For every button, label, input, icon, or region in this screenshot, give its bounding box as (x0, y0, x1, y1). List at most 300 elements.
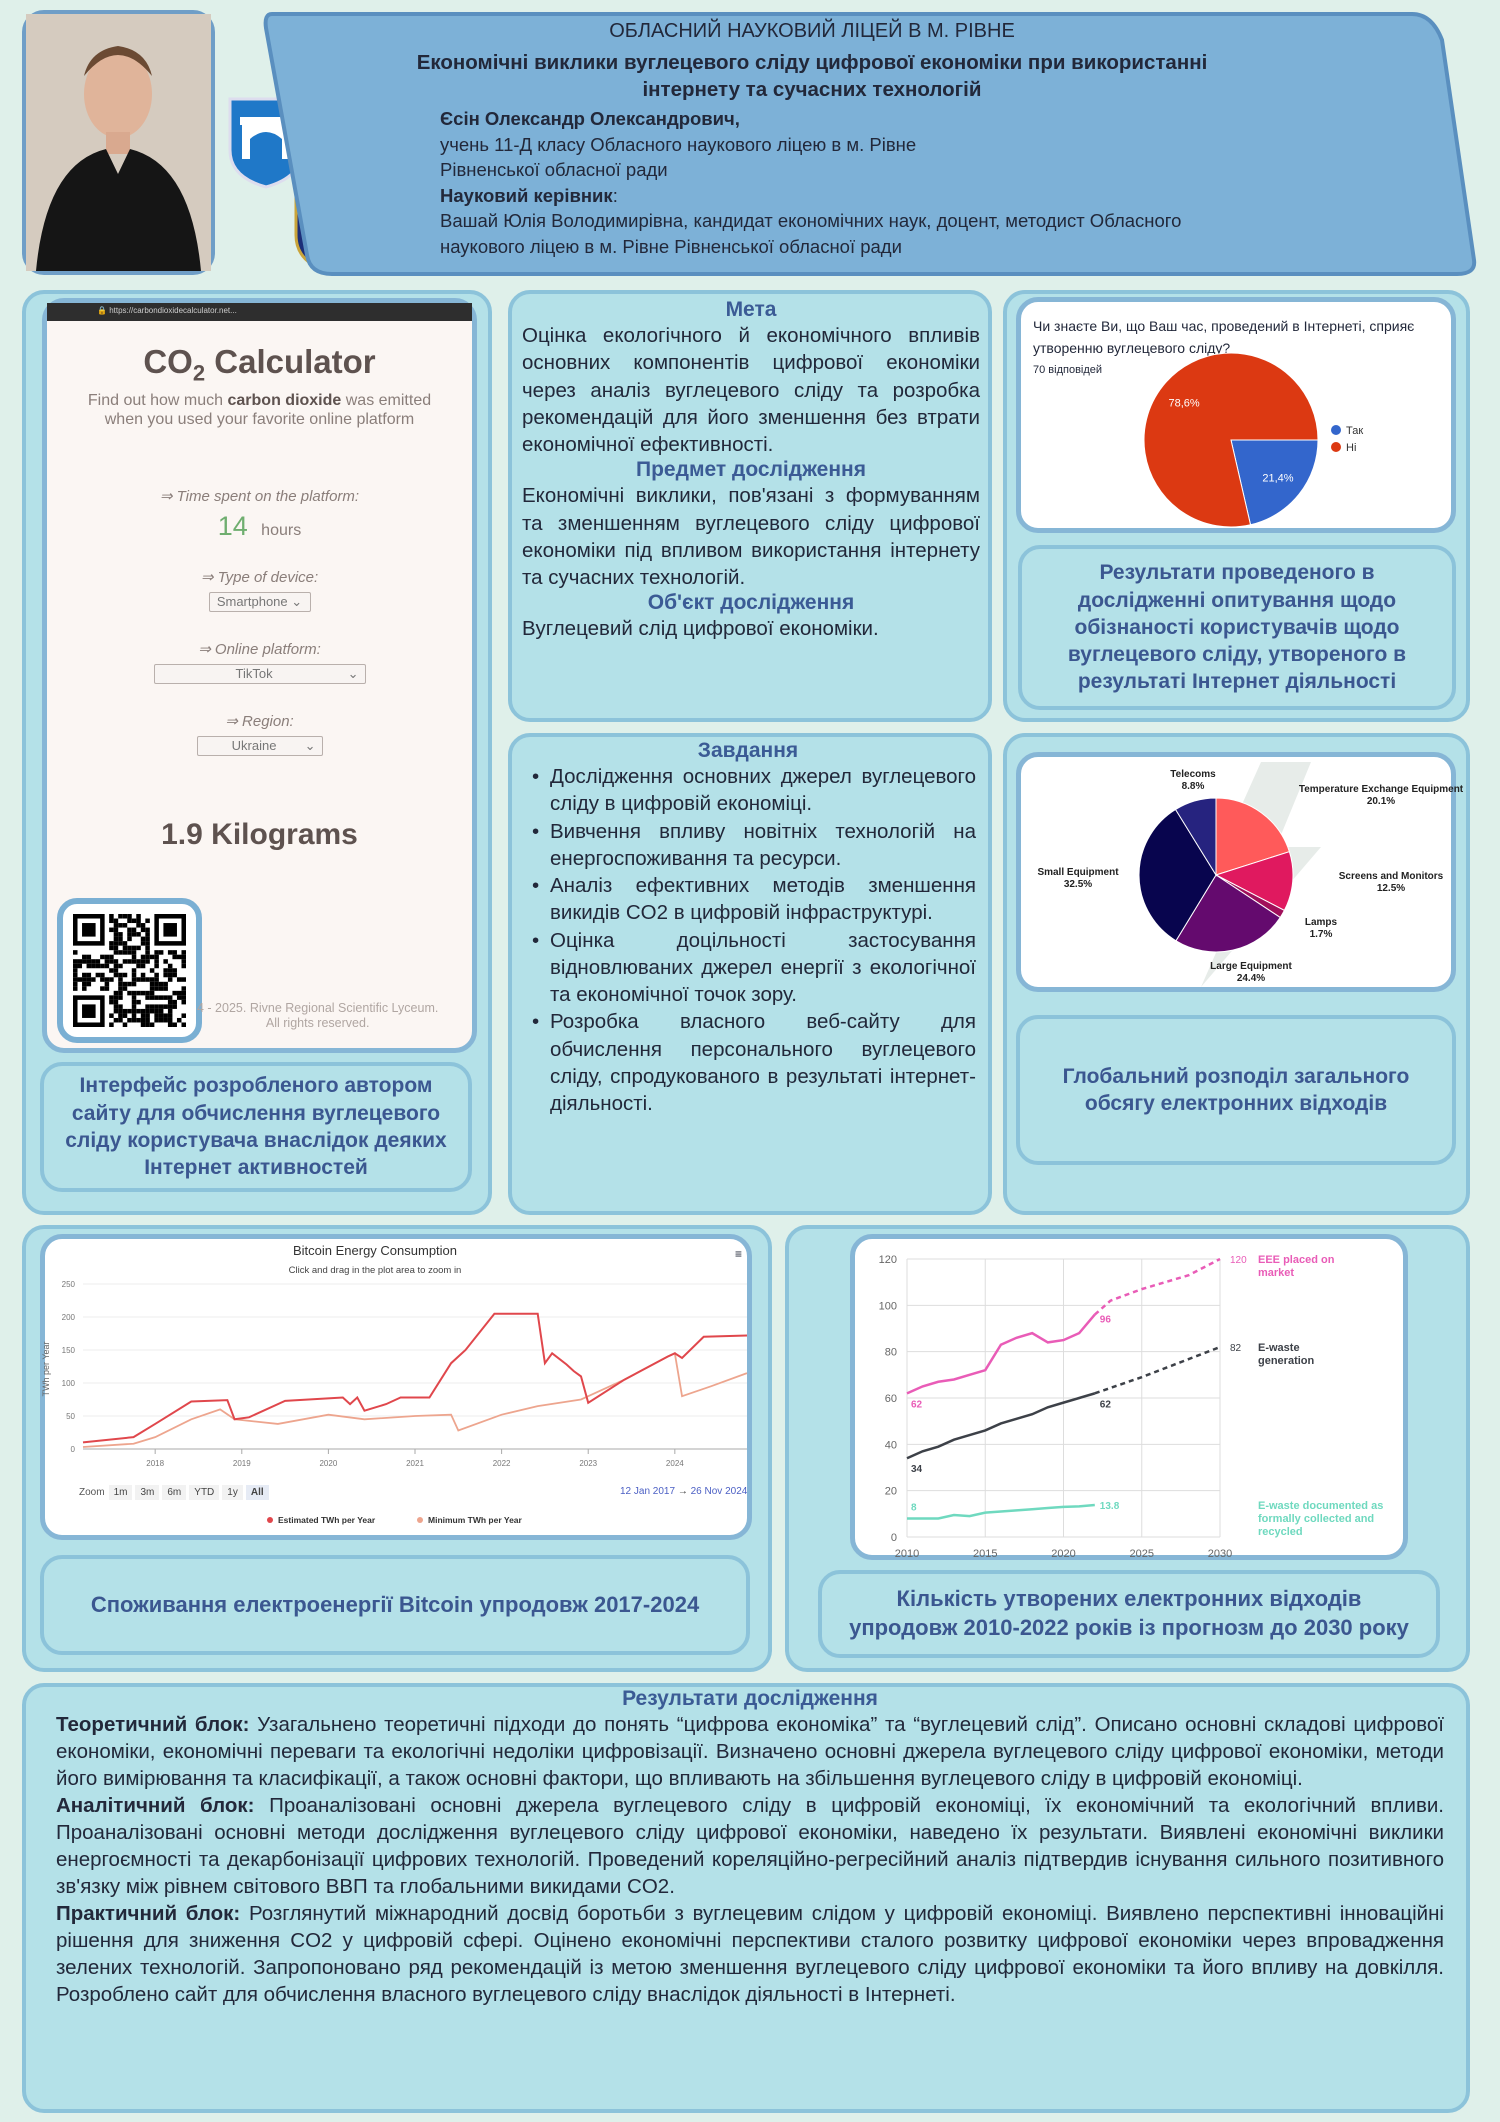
qr-module (118, 1009, 123, 1014)
task-item: • Розробка власного веб-сайту для обчислення персонального вуглецевого сліду, спродукованого в результаті інтернет-діяльності. (520, 1008, 976, 1117)
qr-module (172, 968, 177, 973)
series-projection (1095, 1347, 1220, 1393)
qr-module (141, 1022, 146, 1027)
poster-title (262, 50, 1362, 103)
qr-module (181, 950, 186, 955)
qr-finder (82, 923, 96, 937)
qr-module (181, 995, 186, 1000)
qr-module (132, 955, 137, 960)
qr-module (145, 1018, 150, 1023)
calculator-screenshot (42, 298, 477, 1053)
device-select[interactable] (209, 592, 311, 612)
qr-module (87, 955, 92, 960)
qr-module (181, 991, 186, 996)
browser-url[interactable]: https://carbondioxidecalculator.net... (109, 306, 237, 315)
survey-responses: 70 відповідей (1033, 364, 1103, 376)
qr-module (145, 937, 150, 942)
goal-heading: Мета (725, 298, 777, 321)
qr-module (136, 977, 141, 982)
qr-module (150, 991, 155, 996)
supervisor-info: Вашай Юлія Володимирівна, кандидат економічних наук, доцент, методист Обласного (440, 210, 1182, 232)
qr-module (105, 977, 110, 982)
qr-module (159, 986, 164, 991)
task-item: • Вивчення впливу новітніх технологій на енергоспоживання та ресурси. (520, 818, 976, 873)
qr-module (114, 923, 119, 928)
qr-module (87, 977, 92, 982)
qr-module (132, 928, 137, 933)
block-label: Аналітичний блок: (56, 1794, 255, 1818)
qr-module (159, 1004, 164, 1009)
block-label: Теоретичний блок: (56, 1713, 250, 1736)
text: carbon dioxide (227, 391, 342, 409)
qr-module (181, 1013, 186, 1018)
qr-module (118, 1018, 123, 1023)
y-tick-label: 60 (884, 1393, 897, 1405)
slice-label: 21,4% (1262, 472, 1294, 485)
qr-module (73, 968, 78, 973)
x-tick-label: 2020 (1051, 1548, 1076, 1560)
qr-module (100, 986, 105, 991)
object-heading: Об'єкт дослідження (647, 591, 855, 615)
qr-module (118, 1013, 123, 1018)
qr-module (73, 986, 78, 991)
qr-module (154, 950, 159, 955)
qr-module (132, 991, 137, 996)
qr-module (109, 928, 114, 933)
qr-module (163, 1018, 168, 1023)
y-tick-label: 40 (884, 1439, 897, 1452)
qr-module (114, 946, 119, 951)
qr-module (136, 932, 141, 937)
footer-copyright: 4 - 2025. Rivne Regional Scientific Lyceum. (197, 1001, 439, 1015)
chart-subtitle: Click and drag in the plot area to zoom in (288, 1265, 462, 1276)
range-from-input[interactable]: 12 Jan 2017 (620, 1486, 676, 1497)
qr-module (82, 959, 87, 964)
qr-module (145, 946, 150, 951)
title-sub: 2 (192, 360, 206, 386)
select-value: Ukraine (231, 737, 277, 753)
qr-module (114, 991, 119, 996)
time-value-input[interactable]: 14 (217, 510, 248, 541)
qr-module (132, 1009, 137, 1014)
calculator-caption: Інтерфейс розробленого автором сайту для обчислення вуглецевого сліду користувача внаслідок деяких Інтернет активностей (40, 1062, 472, 1192)
series-line (907, 1315, 1095, 1394)
qr-module (163, 1004, 168, 1009)
qr-module (154, 995, 159, 1000)
y-tick-label: 20 (884, 1485, 897, 1498)
bitcoin-caption: Споживання електроенергії Bitcoin упродовж 2017-2024 (40, 1555, 750, 1655)
qr-module (123, 1009, 128, 1014)
qr-module (132, 959, 137, 964)
qr-module (145, 950, 150, 955)
qr-module (141, 991, 146, 996)
qr-module (118, 937, 123, 942)
qr-module (136, 991, 141, 996)
goal-text: Оцінка екологічного й економічного впливів основних компонентів цифрової економіки через аналіз вуглецевого сліду та розробка рекомендацій для його зменшення без втрати економічної ефективності. (522, 324, 980, 456)
zoom-button-1y[interactable]: 1y (222, 1485, 243, 1500)
series-name-label: recycled (1258, 1525, 1303, 1538)
qr-module (132, 932, 137, 937)
qr-module (109, 946, 114, 951)
qr-module (150, 995, 155, 1000)
qr-module (141, 973, 146, 978)
goal-panel (508, 290, 992, 722)
x-tick-label: 2025 (1129, 1548, 1154, 1560)
calculator-result: 1.9 Kilograms (161, 817, 358, 851)
footer-rights: All rights reserved. (265, 1016, 370, 1030)
qr-module (141, 977, 146, 982)
qr-module (136, 1009, 141, 1014)
qr-module (150, 968, 155, 973)
qr-module (82, 982, 87, 987)
task-item: • Оцінка доцільності застосування відновлюваних джерел енергії з екологічної та економічної точок зору. (520, 927, 976, 1009)
tasks-list (520, 763, 976, 1117)
series-line (907, 1505, 1095, 1518)
qr-module (114, 995, 119, 1000)
title-line: інтернету та сучасних технологій (642, 77, 982, 101)
projection-value-label: 120 (1230, 1255, 1247, 1266)
qr-module (100, 973, 105, 978)
slice-name: Lamps (1304, 917, 1338, 928)
qr-module (114, 950, 119, 955)
qr-module (132, 1013, 137, 1018)
qr-module (141, 959, 146, 964)
qr-module (177, 955, 182, 960)
end-value-label: 62 (1099, 1399, 1111, 1411)
qr-module (159, 1013, 164, 1018)
legend-marker (417, 1517, 423, 1523)
text: Find out how much (87, 391, 228, 409)
qr-module (132, 968, 137, 973)
range-to-input[interactable]: 26 Nov 2024 (690, 1486, 748, 1497)
ewaste-line-chart (850, 1234, 1408, 1560)
qr-module (136, 919, 141, 924)
qr-module (145, 932, 150, 937)
slice-value: 24.4% (1236, 973, 1266, 984)
qr-module (109, 1013, 114, 1018)
qr-module (168, 964, 173, 969)
qr-module (127, 919, 132, 924)
block-label: Практичний блок: (56, 1902, 241, 1926)
qr-module (145, 1004, 150, 1009)
qr-module (141, 1013, 146, 1018)
qr-module (154, 1013, 159, 1018)
qr-module (73, 973, 78, 978)
qr-module (127, 932, 132, 937)
qr-module (100, 964, 105, 969)
qr-module (163, 973, 168, 978)
qr-module (145, 977, 150, 982)
qr-module (105, 986, 110, 991)
qr-module (109, 995, 114, 1000)
qr-module (150, 1022, 155, 1027)
qr-module (141, 955, 146, 960)
x-tick-label: 2024 (665, 1459, 684, 1468)
bitcoin-chart (40, 1234, 752, 1540)
qr-module (141, 937, 146, 942)
qr-module (109, 1022, 114, 1027)
qr-module (105, 959, 110, 964)
arrow-right-icon: → (677, 1486, 688, 1497)
qr-module (150, 986, 155, 991)
x-tick-label: 2023 (579, 1459, 598, 1468)
qr-module (163, 995, 168, 1000)
qr-module (73, 982, 78, 987)
qr-module (132, 977, 137, 982)
zoom-button-3m[interactable]: 3m (135, 1485, 159, 1500)
x-tick-label: 2019 (232, 1459, 251, 1468)
y-tick-label: 100 (61, 1379, 75, 1388)
qr-module (168, 973, 173, 978)
qr-module (82, 986, 87, 991)
x-tick-label: 2022 (492, 1459, 511, 1468)
qr-module (154, 977, 159, 982)
qr-module (123, 973, 128, 978)
qr-module (109, 914, 114, 919)
zoom-button-1m[interactable]: 1m (109, 1485, 133, 1500)
zoom-label: Zoom (79, 1487, 105, 1498)
qr-module (150, 977, 155, 982)
slice-value: 1.7% (1309, 929, 1333, 940)
qr-module (145, 919, 150, 924)
qr-module (159, 982, 164, 987)
start-value-label: 62 (911, 1399, 923, 1411)
qr-module (145, 928, 150, 933)
region-label: ⇒ Region: (225, 712, 294, 730)
zoom-button-ytd[interactable]: YTD (189, 1485, 219, 1500)
y-tick-label: 100 (878, 1300, 897, 1313)
legend-label: Ні (1346, 442, 1357, 454)
qr-module (73, 977, 78, 982)
qr-module (105, 982, 110, 987)
lock-icon: 🔒 (97, 306, 110, 315)
qr-module (181, 977, 186, 982)
qr-module (168, 1022, 173, 1027)
x-tick-label: 2021 (406, 1459, 424, 1468)
survey-question: Чи знаєте Ви, що Ваш час, проведений в Інтернеті, сприяє утворенню вуглецевого сліду? (1033, 318, 1415, 356)
author-photo (22, 10, 215, 275)
qr-module (91, 964, 96, 969)
qr-module (181, 964, 186, 969)
qr-module (114, 937, 119, 942)
browser-bar (47, 303, 472, 321)
qr-module (109, 941, 114, 946)
qr-module (145, 995, 150, 1000)
x-tick-label: 2010 (894, 1548, 920, 1560)
qr-module (141, 1009, 146, 1014)
author-info: учень 11-Д класу Обласного наукового ліцею в м. Рівне (440, 133, 917, 155)
y-tick-label: 200 (61, 1313, 75, 1322)
chevron-down-icon: ⌄ (291, 593, 303, 609)
calculator-subtitle (47, 391, 472, 429)
qr-module (141, 923, 146, 928)
zoom-button-all[interactable]: All (246, 1485, 269, 1500)
qr-module (96, 959, 101, 964)
chart-menu-icon[interactable]: ≡ (735, 1247, 743, 1261)
qr-module (127, 946, 132, 951)
qr-module (163, 1013, 168, 1018)
zoom-button-6m[interactable]: 6m (162, 1485, 186, 1500)
qr-module (114, 1009, 119, 1014)
legend-label: Minimum TWh per Year (428, 1515, 522, 1525)
y-tick-label: 150 (61, 1346, 75, 1355)
qr-module (168, 1018, 173, 1023)
y-tick-label: 250 (61, 1280, 75, 1289)
slice-name: Large Equipment (1210, 961, 1292, 972)
chevron-down-icon: ⌄ (347, 665, 359, 681)
legend-marker (1331, 425, 1341, 435)
time-unit: hours (261, 521, 302, 539)
qr-module (132, 950, 137, 955)
title-part: CO (143, 343, 193, 380)
qr-module (181, 1022, 186, 1027)
qr-module (109, 959, 114, 964)
qr-module (118, 950, 123, 955)
qr-module (181, 959, 186, 964)
qr-module (123, 959, 128, 964)
projection-value-label: 82 (1230, 1343, 1242, 1355)
task-item: • Дослідження основних джерел вуглецевого сліду в цифровій економіці. (520, 763, 976, 818)
qr-module (105, 964, 110, 969)
qr-module (127, 914, 132, 919)
qr-module (177, 1018, 182, 1023)
qr-module (118, 995, 123, 1000)
qr-module (123, 982, 128, 987)
qr-module (87, 959, 92, 964)
qr-module (145, 1022, 150, 1027)
x-tick-label: 2015 (973, 1548, 998, 1560)
qr-module (154, 955, 159, 960)
select-value: TikTok (235, 665, 273, 681)
qr-module (91, 959, 96, 964)
qr-module (172, 1022, 177, 1027)
qr-module (132, 982, 137, 987)
platform-select[interactable] (154, 664, 366, 684)
qr-module (181, 1000, 186, 1005)
qr-module (127, 959, 132, 964)
qr-module (150, 1009, 155, 1014)
qr-module (100, 977, 105, 982)
qr-module (109, 977, 114, 982)
series-name-label: generation (1258, 1355, 1315, 1368)
qr-module (114, 919, 119, 924)
qr-module (82, 955, 87, 960)
qr-module (172, 950, 177, 955)
results-analytic (56, 1792, 1444, 1900)
block-text: Узагальнено теоретичні підходи до понять “цифрова економіка” та “вуглецевий слід”. Описано основні складові цифрової економіки, економічні переваги та екологічні недоліки цифровізації. Визначено основні джерела вуглецевого сліду цифрової економіки, методи його вимірювання та класифікації, а також основні фактори, що впливають на збільшення вуглецевого сліду в цифровій економіці. (56, 1713, 1445, 1791)
qr-module (145, 1013, 150, 1018)
qr-module (73, 950, 78, 955)
qr-module (172, 973, 177, 978)
task-item: • Аналіз ефективних методів зменшення викидів CO2 в цифровій інфраструктурі. (520, 872, 976, 927)
slice-value: 8.8% (1181, 781, 1205, 792)
qr-module (109, 955, 114, 960)
qr-module (123, 914, 128, 919)
qr-finder (82, 1004, 96, 1018)
qr-module (114, 1004, 119, 1009)
qr-module (118, 991, 123, 996)
chevron-down-icon: ⌄ (304, 737, 316, 753)
qr-module (78, 964, 83, 969)
qr-module (118, 932, 123, 937)
qr-module (127, 928, 132, 933)
qr-module (118, 923, 123, 928)
qr-module (132, 1018, 137, 1023)
series-name-label: EEE placed on (1258, 1254, 1335, 1266)
y-tick-label: 50 (66, 1412, 75, 1421)
slice-value: 32.5% (1063, 879, 1093, 890)
qr-module (87, 973, 92, 978)
qr-module (159, 950, 164, 955)
qr-module (132, 995, 137, 1000)
title-line: Економічні виклики вуглецевого сліду цифрової економіки при використанні (416, 51, 1208, 74)
qr-module (168, 1009, 173, 1014)
qr-module (136, 1000, 141, 1005)
qr-module (123, 946, 128, 951)
qr-module (118, 986, 123, 991)
qr-module (168, 995, 173, 1000)
qr-code[interactable] (57, 898, 202, 1043)
qr-module (172, 1004, 177, 1009)
ewaste-pie-chart (1016, 752, 1464, 992)
calculator-title (47, 343, 472, 387)
qr-module (154, 973, 159, 978)
qr-module (127, 950, 132, 955)
ewaste-pie-caption: Глобальний розподіл загального обсягу електронних відходів (1016, 1015, 1456, 1165)
qr-module (154, 959, 159, 964)
series-name-label: market (1258, 1267, 1295, 1279)
qr-module (123, 941, 128, 946)
qr-module (159, 1018, 164, 1023)
y-tick-label: 120 (878, 1254, 897, 1266)
legend-marker (267, 1517, 273, 1523)
qr-module (168, 1004, 173, 1009)
qr-module (163, 959, 168, 964)
qr-module (123, 986, 128, 991)
qr-module (154, 964, 159, 969)
qr-module (78, 959, 83, 964)
qr-module (114, 928, 119, 933)
qr-module (132, 946, 137, 951)
qr-module (181, 955, 186, 960)
slice-name: Temperature Exchange Equipment (1298, 784, 1464, 795)
chart-title: Bitcoin Energy Consumption (292, 1243, 458, 1258)
qr-module (168, 977, 173, 982)
qr-module (73, 959, 78, 964)
qr-module (145, 941, 150, 946)
x-tick-label: 2020 (319, 1459, 338, 1468)
qr-module (172, 991, 177, 996)
qr-module (73, 964, 78, 969)
qr-module (136, 959, 141, 964)
tasks-heading: Завдання (697, 739, 799, 762)
slice-label: 78,6% (1168, 397, 1200, 410)
text: was emitted when you used your favorite online platform (104, 391, 432, 428)
series-name-label: E-waste (1258, 1342, 1300, 1355)
qr-module (145, 959, 150, 964)
qr-module (118, 977, 123, 982)
qr-module (123, 950, 128, 955)
legend-label: Так (1346, 425, 1364, 437)
start-value-label: 34 (911, 1464, 923, 1476)
results-panel (22, 1683, 1470, 2113)
qr-module (145, 1009, 150, 1014)
y-tick-label: 0 (890, 1532, 897, 1544)
qr-module (87, 964, 92, 969)
region-select[interactable] (197, 736, 323, 756)
series-name-label: E-waste documented as (1258, 1499, 1384, 1512)
qr-module (177, 977, 182, 982)
